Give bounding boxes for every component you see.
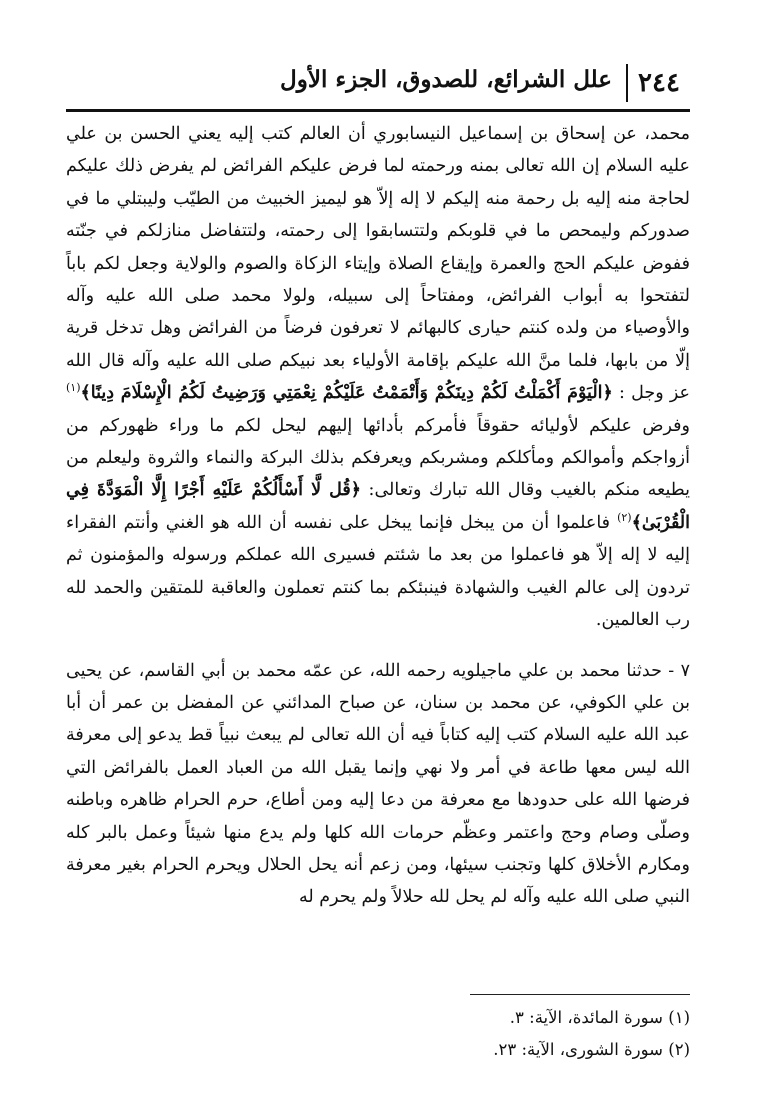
footnote-divider bbox=[470, 994, 690, 995]
main-text bbox=[66, 118, 690, 914]
quran-quote-2: ﴿قُل لَّا أَسْأَلُكُمْ عَلَيْهِ أَجْرًا إِلَّا الْمَوَدَّةَ فِي الْقُرْبَىٰ﴾ bbox=[66, 480, 690, 533]
paragraph-1-part-c: فاعلموا أن من يبخل فإنما يبخل على نفسه أن الله هو الغني وأنتم الفقراء إليه لا إله إلاّ هو فاعملوا من بعد ما شئتم فسيرى الله عملكم ورسوله والمؤمنون ثم تردون إلى عالم الغيب والشهادة فينبئكم بما كنتم تعملون والعاقبة للمتقين والحمد لله رب العالمين. bbox=[66, 512, 690, 631]
header-divider bbox=[66, 109, 690, 112]
footnote-2: (٢) سورة الشورى، الآية: ٢٣. bbox=[493, 1040, 690, 1059]
paragraph-1-part-a: محمد، عن إسحاق بن إسماعيل النيسابوري أن العالم كتب إليه يعني الحسن بن علي عليه السلام إن الله تعالى بمنه ورحمته لما فرض عليكم الفرائض لم يفرض ذلك عليكم لحاجة منه إليه بل رحمة منه إليكم لا إله إلاّ هو ليميز الخبيث من الطيّب وليبتلي ما في صدوركم وليمحص ما في قلوبكم ولتتسابقوا إلى رحمته، ولتتفاضل منازلكم في جنّته ففوض عليكم الحج والعمرة وإيقاع الصلاة وإيتاء الزكاة والصوم والولاية وجعل لكم باباً لتفتحوا به أبواب الفرائض، ومفتاحاً إلى سبيله، ولولا محمد صلى الله عليه وآله والأوصياء من ولده كنتم حيارى كالبهائم لا تعرفون فرضاً من الفرائض وهل تدخل قرية إلّا من بابها، فلما منَّ الله عليكم بإقامة الأولياء بعد نبيكم صلى الله عليه وآله قال الله عز وجل : bbox=[66, 124, 690, 404]
paragraph-2: ٧ - حدثنا محمد بن علي ماجيلويه رحمه الله، عن عمّه محمد بن أبي القاسم، عن يحيى بن علي الكوفي، عن محمد بن سنان، عن صباح المدائني عن المفضل بن عمر أن أبا عبد الله عليه السلام كتب إليه كتاباً فيه أن الله تعالى لم يبعث نبياً قط يدعو إلى معرفة الله ليس معها طاعة في أمر ولا نهي وإنما يقبل الله من العباد العمل بالفرائض التي فرضها الله على حدودها مع معرفة من دعا إليه ومن أطاع، حرم الحرام ظاهره وباطنه وصلّى وصام وحج واعتمر وعظّم حرمات الله كلها ولم يدع منها شيئاً وعمل بالبر كله ومكارم الأخلاق كلها وتجنب سيئها، ومن زعم أنه يحل الحلال ويحرم الحرام بغير معرفة النبي صلى الله عليه وآله لم يحل لله حلالاً ولم يحرم له bbox=[66, 660, 690, 908]
page-number: ٢٤٤ bbox=[626, 64, 690, 102]
paragraph-1-part-b: وفرض عليكم لأوليائه حقوقاً فأمركم بأدائها إليهم ليحل لكم ما وراء ظهوركم من أزواجكم وأموالكم ومأكلكم ومشربكم ويعرفكم بذلك البركة والنماء والثروة وليعلم من يطيعه منكم بالغيب وقال الله تبارك وتعالى: bbox=[66, 415, 690, 501]
footnote-1: (١) سورة المائدة، الآية: ٣. bbox=[509, 1008, 690, 1027]
footnote-ref-2: (٢) bbox=[617, 511, 632, 525]
paragraph-1 bbox=[66, 118, 690, 637]
footnotes bbox=[66, 1002, 690, 1066]
footnote-ref-1: (١) bbox=[66, 381, 81, 395]
running-title: علل الشرائع، للصدوق، الجزء الأول bbox=[280, 66, 612, 93]
page-header bbox=[66, 58, 690, 108]
quran-quote-1: ﴿الْيَوْمَ أَكْمَلْتُ لَكُمْ دِينَكُمْ وَأَتْمَمْتُ عَلَيْكُمْ نِعْمَتِي وَرَضِيتُ لَكُمُ الْإِسْلَامَ دِينًا﴾ bbox=[80, 383, 613, 404]
